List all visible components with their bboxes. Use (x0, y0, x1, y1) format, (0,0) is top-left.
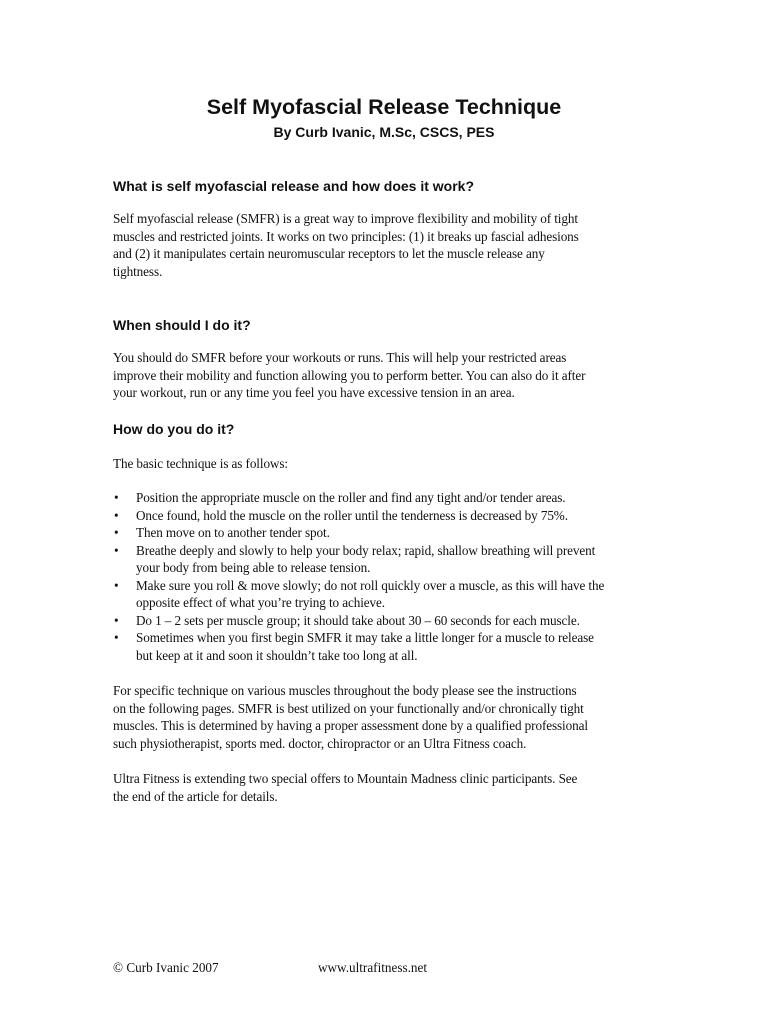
bullet-line: Position the appropriate muscle on the roller and find any tight and/or tender areas. (136, 490, 566, 505)
paragraph-line: on the following pages. SMFR is best utilized on your functionally and/or chronically tight (113, 700, 584, 716)
footer-website-link[interactable]: www.ultrafitness.net (318, 960, 428, 975)
bullet-line: but keep at it and soon it shouldn’t take too long at all. (136, 647, 418, 663)
bullet-line: Sometimes when you first begin SMFR it may take a little longer for a muscle to release (136, 630, 594, 645)
section-paragraph-how (113, 455, 673, 473)
bullet-marker: • (114, 577, 119, 593)
bullet-line: Once found, hold the muscle on the roller until the tenderness is decreased by 75%. (136, 507, 568, 523)
paragraph-line: The basic technique is as follows: (113, 456, 288, 471)
technique-bullet-list (113, 489, 683, 664)
paragraph-line: improve their mobility and function allowing you to perform better. You can also do it after (113, 367, 586, 383)
paragraph-line: tightness. (113, 263, 163, 279)
footer-copyright: © Curb Ivanic 2007 (113, 960, 219, 975)
closing-paragraph-technique (113, 682, 673, 752)
section-paragraph-when (113, 349, 673, 402)
bullet-line: your body from being able to release tension. (136, 560, 371, 575)
paragraph-line: For specific technique on various muscles throughout the body please see the instructions (113, 683, 577, 698)
paragraph-line: such physiotherapist, sports med. doctor, chiropractor or an Ultra Fitness coach. (113, 735, 527, 751)
bullet-marker: • (114, 525, 119, 540)
paragraph-line: and (2) it manipulates certain neuromuscular receptors to let the muscle release any (113, 246, 545, 261)
section-heading-when: When should I do it? (113, 317, 251, 333)
paragraph-line: muscles and restricted joints. It works on two principles: (1) it breaks up fascial adhesions (113, 228, 579, 244)
section-heading-how: How do you do it? (113, 421, 235, 437)
bullet-item (113, 542, 683, 577)
section-heading-what: What is self myofascial release and how does it work? (113, 178, 474, 194)
paragraph-line: the end of the article for details. (113, 788, 278, 804)
bullet-line: Breathe deeply and slowly to help your body relax; rapid, shallow breathing will prevent (136, 542, 596, 558)
bullet-item (113, 524, 683, 542)
bullet-marker: • (114, 490, 119, 505)
bullet-marker: • (114, 612, 119, 628)
bullet-line: opposite effect of what you’re trying to achieve. (136, 595, 385, 610)
bullet-item (113, 577, 683, 612)
author-byline: By Curb Ivanic, M.Sc, CSCS, PES (273, 124, 495, 140)
section-paragraph-what (113, 210, 673, 280)
bullet-line: Do 1 – 2 sets per muscle group; it should take about 30 – 60 seconds for each muscle. (136, 612, 580, 628)
paragraph-line: You should do SMFR before your workouts or runs. This will help your restricted areas (113, 350, 567, 365)
bullet-marker: • (114, 542, 119, 558)
document-title: Self Myofascial Release Technique (206, 95, 562, 119)
bullet-line: Then move on to another tender spot. (136, 525, 330, 540)
paragraph-line: Self myofascial release (SMFR) is a great way to improve flexibility and mobility of tight (113, 211, 578, 226)
paragraph-line: your workout, run or any time you feel you have excessive tension in an area. (113, 385, 515, 400)
bullet-marker: • (114, 507, 119, 523)
paragraph-line: Ultra Fitness is extending two special offers to Mountain Madness clinic participants. See (113, 771, 578, 786)
bullet-item (113, 507, 683, 525)
bullet-line: Make sure you roll & move slowly; do not roll quickly over a muscle, as this will have the (136, 577, 605, 593)
bullet-item (113, 612, 683, 630)
bullet-item (113, 629, 683, 664)
closing-paragraph-offers (113, 770, 673, 805)
bullet-marker: • (114, 630, 119, 645)
bullet-item (113, 489, 683, 507)
paragraph-line: muscles. This is determined by having a proper assessment done by a qualified professional (113, 718, 588, 733)
